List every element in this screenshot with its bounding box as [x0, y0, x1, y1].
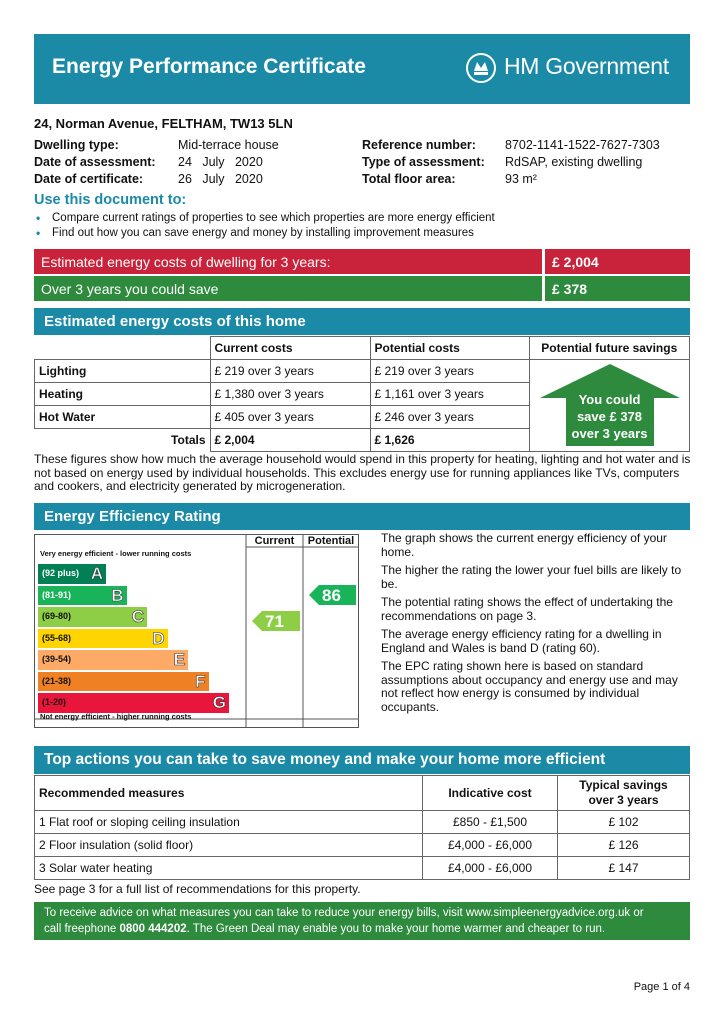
rating-band-e: [38, 650, 188, 670]
royal-crest-icon: [464, 51, 498, 85]
bullet-item: Find out how you can save energy and money by installing improvement measures: [52, 227, 474, 239]
measure-name: 1 Flat roof or sloping ceiling insulation: [35, 811, 423, 834]
rating-band-range: (69-80): [42, 611, 72, 621]
rating-band-range: (55-68): [42, 632, 72, 643]
rating-band-range: (39-54): [42, 654, 72, 664]
row-current: £ 1,380 over 3 years: [210, 383, 370, 406]
savings-value-bar: [545, 276, 690, 301]
measure-saving: £ 102: [558, 811, 690, 834]
page-number: Page 1 of 4: [633, 981, 690, 993]
dwelling-type-value: Mid-terrace house: [178, 138, 279, 152]
actions-table: [34, 775, 690, 880]
row-potential: £ 246 over 3 years: [370, 406, 529, 429]
col-potential-rating: Potential: [307, 535, 355, 547]
efficiency-rating-heading-bar: [34, 503, 690, 530]
costs-explanation: These figures show how much the average household would spend in this property for heating, lighting and hot water and is not based on energy used by individual households. This excludes energy use for running appliances like TVs, computers and cookers, and electricity generated by microgeneration.: [34, 452, 691, 493]
hm-government-logo: HM Government: [504, 53, 669, 79]
rating-band-c: [38, 607, 147, 627]
rating-paragraph: The higher the rating the lower your fuel bills are likely to be.: [381, 563, 682, 591]
rating-band-f: [38, 672, 209, 692]
freephone-number: 0800 444202: [119, 923, 187, 935]
savings-arrow-cell: [529, 360, 690, 452]
row-current: £ 405 over 3 years: [210, 406, 370, 429]
rating-band-letter: F: [195, 671, 206, 691]
col-typical-savings-line: Typical savings: [579, 778, 668, 792]
row-label: Heating: [35, 383, 211, 406]
row-label: Hot Water: [35, 406, 211, 429]
col-potential-costs: Potential costs: [370, 337, 529, 360]
advice-text: . The Green Deal may enable you to make your home warmer and cheaper to run.: [186, 923, 606, 935]
rating-paragraph: The average energy efficiency rating for a dwelling in England and Wales is band D (rating 60).: [381, 627, 662, 655]
col-future-savings: Potential future savings: [529, 337, 690, 360]
rating-graph: [34, 534, 359, 728]
use-document-heading: Use this document to:: [34, 192, 187, 208]
rating-band-a: [38, 564, 106, 584]
property-address: 24, Norman Avenue, FELTHAM, TW13 5LN: [34, 116, 293, 131]
bullet-icon: •: [36, 211, 41, 225]
rating-band-d: [38, 629, 168, 649]
estimated-cost-bar: [34, 249, 542, 274]
estimated-cost-value: £ 2,004: [552, 254, 599, 270]
savings-arrow-text: [540, 391, 680, 442]
current-rating-arrow: [252, 611, 300, 631]
table-row: [35, 834, 690, 857]
row-potential: £ 219 over 3 years: [370, 360, 529, 383]
savings-line: You could: [578, 392, 641, 407]
certificate-date-value: 26 July 2020: [178, 172, 263, 186]
savings-label: Over 3 years you could save: [41, 281, 219, 297]
reference-label: Reference number:: [362, 138, 476, 152]
savings-value: £ 378: [552, 281, 588, 297]
measure-cost: £4,000 - £6,000: [423, 834, 558, 857]
estimated-cost-value-bar: [545, 249, 690, 274]
potential-rating-arrow: [309, 585, 356, 605]
totals-current: £ 2,004: [210, 429, 370, 452]
current-rating-value: 71: [265, 612, 284, 631]
certificate-date-label: Date of certificate:: [34, 172, 144, 186]
table-row: [35, 857, 690, 880]
rating-paragraph: The graph shows the current energy efficiency of your home.: [381, 531, 667, 559]
advice-line-1: To receive advice on what measures you can take to reduce your energy bills, visit www.simpleenergyadvice.org.uk or: [44, 907, 644, 919]
reference-value: 8702-1141-1522-7627-7303: [505, 138, 660, 152]
measure-cost: £4,000 - £6,000: [423, 857, 558, 880]
rating-band-letter: E: [173, 650, 185, 669]
table-row: [35, 360, 690, 383]
row-label: Lighting: [35, 360, 211, 383]
savings-line: over 3 years: [571, 426, 648, 441]
assessment-date-label: Date of assessment:: [34, 155, 156, 169]
dwelling-type-label: Dwelling type:: [34, 138, 119, 152]
bullet-icon: •: [36, 226, 41, 240]
efficiency-rating-heading: Energy Efficiency Rating: [44, 508, 221, 525]
savings-bar: [34, 276, 542, 301]
assessment-date-value: 24 July 2020: [178, 155, 263, 169]
energy-costs-heading: Estimated energy costs of this home: [44, 313, 306, 330]
measure-name: 3 Solar water heating: [35, 857, 423, 880]
rating-band-letter: C: [131, 607, 144, 626]
rating-band-b: [38, 586, 127, 606]
assessment-type-value: RdSAP, existing dwelling: [505, 155, 643, 169]
rating-band-g: [38, 693, 229, 713]
totals-potential: £ 1,626: [370, 429, 529, 452]
energy-costs-table: [34, 336, 690, 452]
bullet-item: Compare current ratings of properties to see which properties are more energy efficient: [52, 212, 495, 224]
see-page-note: See page 3 for a full list of recommendations for this property.: [34, 882, 361, 896]
rating-band-letter: A: [90, 564, 103, 583]
table-header-row: [35, 776, 690, 811]
rating-paragraph: The EPC rating shown here is based on standard assumptions about occupancy and energy use and may not reflect how energy is consumed by individual occupants.: [381, 659, 678, 714]
col-current-rating: Current: [254, 535, 295, 547]
advice-banner: [34, 902, 690, 940]
advice-text: call freephone: [44, 923, 120, 935]
rating-band-range: (92 plus): [42, 568, 80, 578]
measure-name: 2 Floor insulation (solid floor): [35, 834, 423, 857]
row-current: £ 219 over 3 years: [210, 360, 370, 383]
col-typical-savings: [558, 776, 690, 811]
advice-line-2: [44, 921, 605, 937]
col-current-costs: Current costs: [210, 337, 370, 360]
table-header-row: [35, 337, 690, 360]
measure-saving: £ 126: [558, 834, 690, 857]
estimated-cost-label: Estimated energy costs of dwelling for 3 years:: [41, 254, 331, 270]
rating-band-range: (21-38): [42, 675, 72, 686]
rating-bands: [38, 564, 244, 714]
rating-band-letter: D: [152, 628, 165, 648]
floor-area-label: Total floor area:: [362, 172, 456, 186]
top-actions-heading-bar: [34, 746, 690, 774]
rating-explanation: [381, 532, 691, 714]
col-measures: Recommended measures: [35, 776, 423, 811]
table-row: [35, 811, 690, 834]
rating-band-range: (81-91): [42, 589, 72, 600]
page-title: Energy Performance Certificate: [52, 55, 366, 78]
col-indicative-cost: Indicative cost: [423, 776, 558, 811]
header-banner: [34, 34, 690, 104]
rating-band-letter: B: [111, 585, 124, 605]
energy-costs-heading-bar: [34, 308, 690, 335]
rating-paragraph: The potential rating shows the effect of undertaking the recommendations on page 3.: [381, 595, 673, 623]
col-typical-savings-line: over 3 years: [588, 793, 659, 807]
rating-top-label: Very energy efficient - lower running costs: [40, 549, 192, 558]
savings-line: save £ 378: [576, 409, 643, 424]
assessment-type-label: Type of assessment:: [362, 155, 485, 169]
potential-rating-value: 86: [322, 586, 341, 605]
measure-cost: £850 - £1,500: [423, 811, 558, 834]
rating-band-range: (1-20): [42, 697, 67, 707]
rating-band-letter: G: [212, 693, 226, 712]
totals-label: Totals: [35, 429, 211, 452]
rating-bottom-label: Not energy efficient - higher running costs: [40, 712, 192, 721]
row-potential: £ 1,161 over 3 years: [370, 383, 529, 406]
measure-saving: £ 147: [558, 857, 690, 880]
top-actions-heading: Top actions you can take to save money and make your home more efficient: [44, 751, 606, 768]
floor-area-value: 93 m²: [505, 172, 537, 186]
